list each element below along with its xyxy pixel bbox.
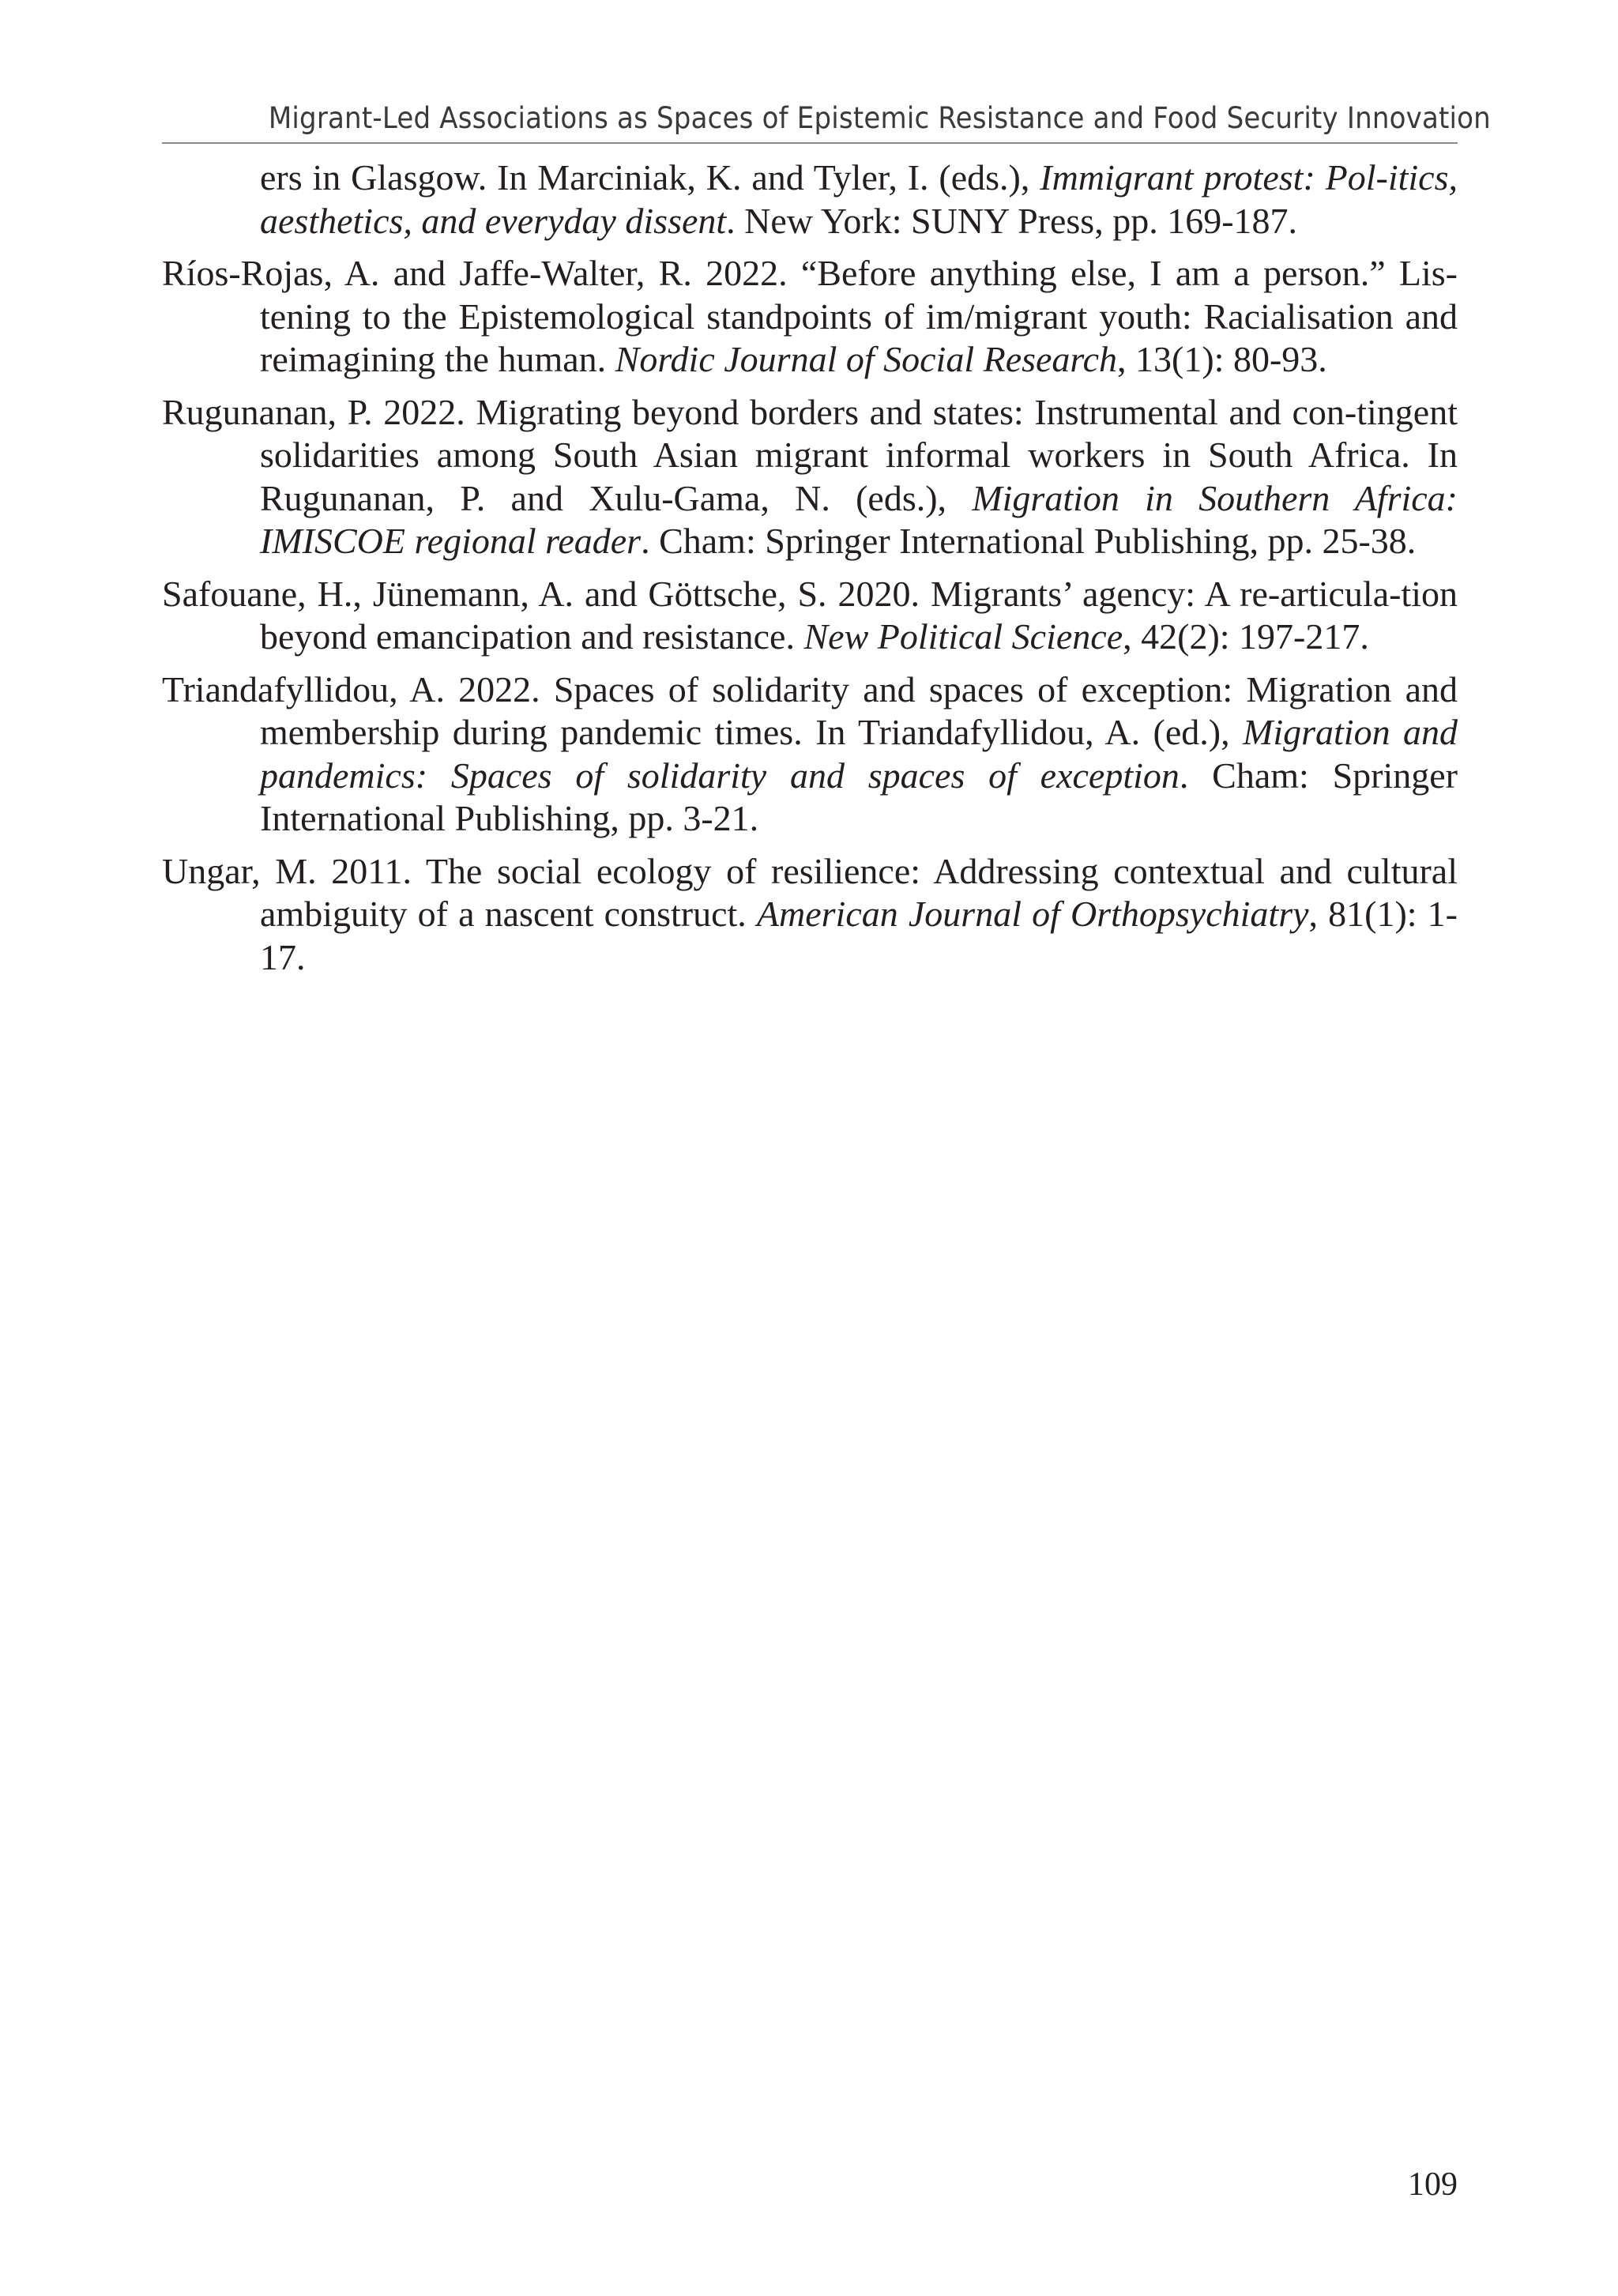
- reference-text: Ungar, M. 2011. The social ecology of resilience: Addressing contextual and cultural ambiguity of a nascent construct.: [162, 850, 1458, 934]
- reference-text: Rugunanan, P. 2022. Migrating beyond borders and states: Instrumental and con-tingent solidarities among South Asian migrant informal workers in South Africa. In Rugunanan, P. and Xulu-Gama, N. (eds.),: [162, 391, 1458, 518]
- running-header: [162, 93, 1491, 144]
- reference-text: Safouane, H., Jünemann, A. and Göttsche, S. 2020. Migrants’ agency: A re-articula-tion beyond emancipation and resistance.: [162, 573, 1458, 657]
- reference-entry: [162, 850, 1458, 980]
- reference-text: , 42(2): 197-217.: [1123, 616, 1369, 657]
- reference-text: Triandafyllidou, A. 2022. Spaces of solidarity and spaces of exception: Migration and membership during pandemic times. In Triandafyllidou, A. (ed.),: [162, 668, 1458, 752]
- reference-text: . Cham: Springer International Publishing, pp. 3-21.: [260, 755, 1458, 838]
- reference-text: ers in Glasgow. In Marciniak, K. and Tyler, I. (eds.),: [260, 157, 1040, 198]
- reference-text: , 13(1): 80-93.: [1117, 339, 1327, 379]
- reference-text: Ríos-Rojas, A. and Jaffe-Walter, R. 2022. “Before anything else, I am a person.” Lis-tening to the Epistemological standpoints of im/migrant youth: Racialisation and reimagining the human.: [162, 253, 1458, 379]
- reference-title: Migration in Southern Africa: IMISCOE regional reader: [260, 477, 1458, 561]
- reference-entry: [162, 252, 1458, 382]
- reference-entry: [162, 391, 1458, 563]
- reference-text: , 81(1): 1-17.: [260, 894, 1458, 977]
- reference-title: Nordic Journal of Social Research: [615, 339, 1118, 379]
- reference-text: . Cham: Springer International Publishing, pp. 25-38.: [641, 521, 1417, 561]
- reference-entry: [162, 156, 1458, 243]
- reference-list: [162, 156, 1458, 988]
- reference-title: Migration and pandemics: Spaces of solidarity and spaces of exception: [260, 712, 1458, 796]
- running-title: Migrant-Led Associations as Spaces of Epistemic Resistance and Food Security Innovation: [268, 101, 1491, 135]
- reference-entry: [162, 573, 1458, 659]
- reference-title: American Journal of Orthopsychiatry: [756, 894, 1309, 934]
- reference-entry: [162, 668, 1458, 841]
- reference-title: New Political Science: [803, 616, 1123, 657]
- reference-title: Immigrant protest: Pol-itics, aesthetics, and everyday dissent: [260, 157, 1458, 241]
- page-number: 109: [1408, 2166, 1458, 2203]
- reference-text: . New York: SUNY Press, pp. 169-187.: [726, 200, 1298, 241]
